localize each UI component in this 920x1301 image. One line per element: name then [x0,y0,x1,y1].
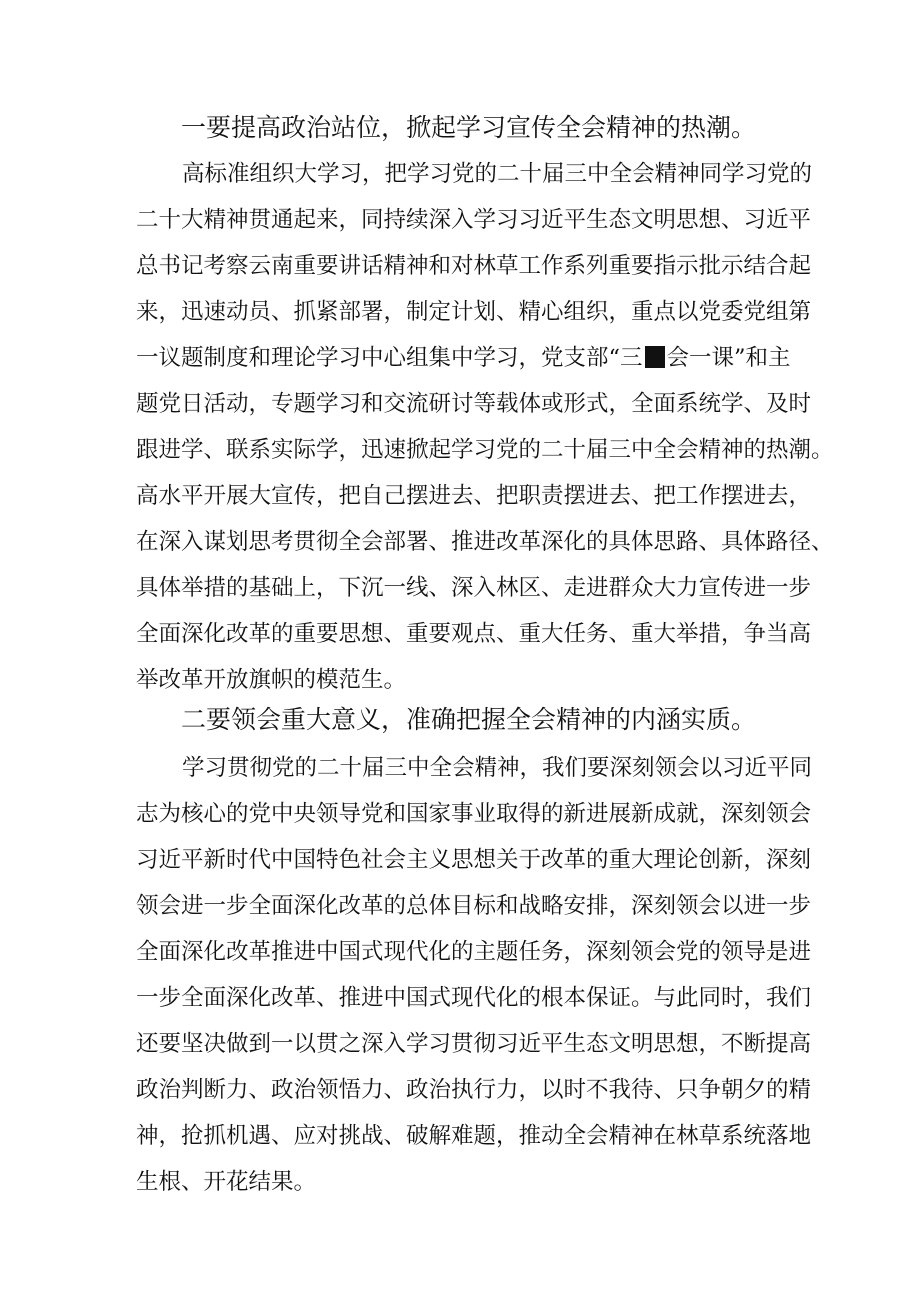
paragraph-line: 举改革开放旗帜的模范生。 [136,667,407,693]
line-head-text: 一议题制度和理论学习中心组集中学习，党支部“三 [136,345,643,371]
paragraph-line: 全面深化改革推进中国式现代化的主题任务，深刻领会党的领导是进 [136,939,812,965]
paragraph-line: 具体举措的基础上，下沉一线、深入林区、走进群众大力宣传进一步 [136,575,812,601]
paragraph-line: 跟进学、联系实际学，迅速掀起学习党的二十届三中全会精神的热潮。 [136,437,834,463]
paragraph-line: 高水平开展大宣传，把自己摆进去、把职责摆进去、把工作摆进去， [136,483,812,509]
paragraph-line: 政治判断力、政治领悟力、政治执行力，以时不我待、只争朝夕的精 [136,1077,812,1103]
paragraph-line: 来，迅速动员、抓紧部署，制定计划、精心组织，重点以党委党组第 [136,299,812,325]
line-tail-text: 会一课”和主 [666,345,791,371]
paragraph-line: 总书记考察云南重要讲话精神和对林草工作系列重要指示批示结合起 [136,253,812,279]
paragraph-line: 还要坚决做到一以贯之深入学习贯彻习近平生态文明思想，不断提高 [136,1031,812,1057]
redaction-block [645,346,665,368]
paragraph-line: 神，抢抓机遇、应对挑战、破解难题，推动全会精神在林草系统落地 [136,1123,812,1149]
paragraph-line: 题党日活动，专题学习和交流研讨等载体或形式，全面系统学、及时 [136,391,812,417]
paragraph-line: 一步全面深化改革、推进中国式现代化的根本保证。与此同时，我们 [136,985,812,1011]
paragraph-line: 高标准组织大学习，把学习党的二十届三中全会精神同学习党的 [182,161,813,187]
paragraph-line: 志为核心的党中央领导党和国家事业取得的新进展新成就，深刻领会 [136,801,812,827]
section-heading-2: 二要领会重大意义，准确把握全会精神的内涵实质。 [181,705,757,734]
paragraph-line: 习近平新时代中国特色社会主义思想关于改革的重大理论创新，深刻 [136,847,812,873]
paragraph-line: 在深入谋划思考贯彻全会部署、推进改革深化的具体思路、具体路径、 [136,529,834,555]
paragraph-line: 全面深化改革的重要思想、重要观点、重大任务、重大举措，争当高 [136,621,812,647]
paragraph-line [136,335,791,381]
paragraph-line: 生根、开花结果。 [136,1169,317,1195]
paragraph-line: 领会进一步全面深化改革的总体目标和战略安排，深刻领会以进一步 [136,893,812,919]
paragraph-line: 学习贯彻党的二十届三中全会精神，我们要深刻领会以习近平同 [182,755,813,781]
section-heading-1: 一要提高政治站位，掀起学习宣传全会精神的热潮。 [181,113,757,142]
paragraph-line: 二十大精神贯通起来，同持续深入学习习近平生态文明思想、习近平 [136,207,812,233]
